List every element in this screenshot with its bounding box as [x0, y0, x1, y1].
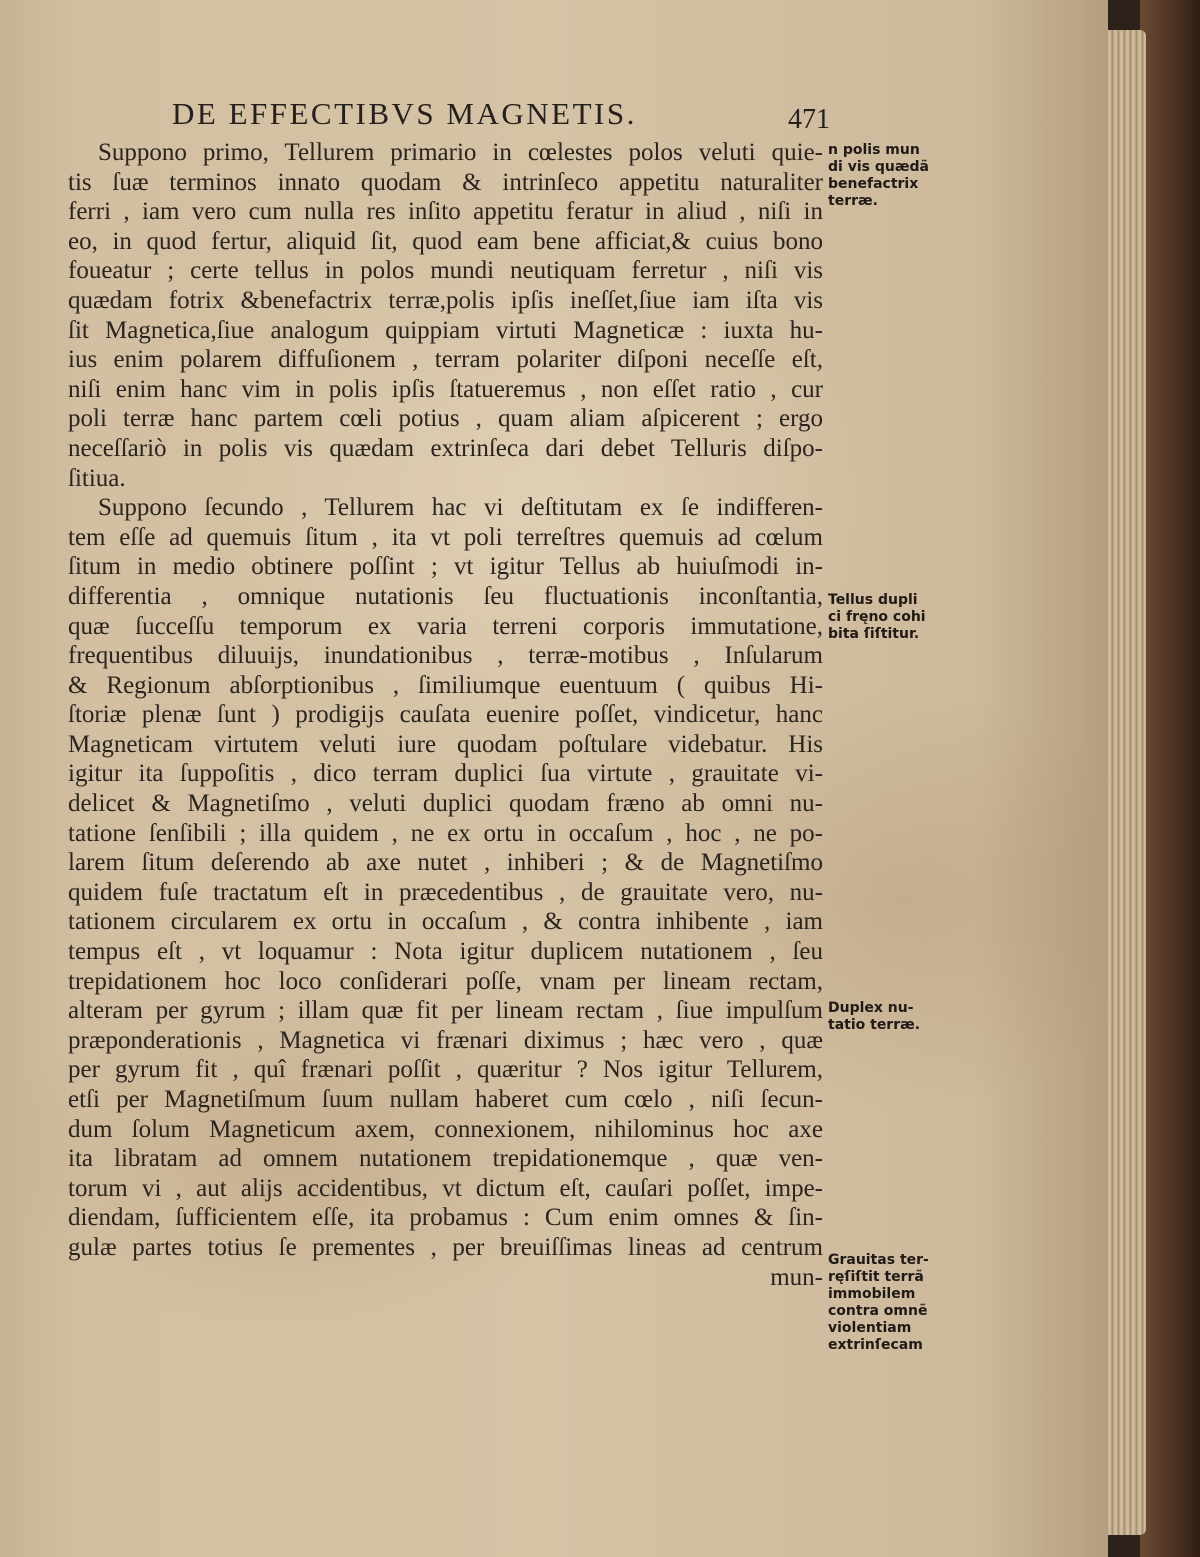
text-line: eo, in quod fertur, aliquid ſit, quod eam bene afficiat,& cuius bono	[68, 227, 823, 255]
marginal-note-line: di vis quædã	[828, 159, 929, 175]
text-line: poli terræ hanc partem cœli potius , quam aliam aſpicerent ; ergo	[68, 405, 823, 433]
text-line: torum vi , aut alijs accidentibus, vt dictum eſt, cauſari poſſet, impe-	[68, 1174, 823, 1202]
text-line: ſitiua.	[68, 464, 126, 492]
book-spine	[1140, 0, 1200, 1557]
text-line: foueatur ; certe tellus in polos mundi neutiquam ferretur , niſi vis	[68, 257, 823, 285]
text-line: tationem circularem ex ortu in occaſum , & contra inhibente , iam	[68, 908, 823, 936]
text-line: quidem fuſe tractatum eſt in præcedentibus , de grauitate vero, nu-	[68, 878, 823, 906]
marginal-note-line: benefactrix	[828, 176, 919, 192]
marginal-note	[828, 142, 958, 210]
marginal-note-line: violentiam	[828, 1320, 912, 1336]
text-line: larem ſitum deſerendo ab axe nutet , inhiberi ; & de Magnetiſmo	[68, 849, 823, 877]
marginal-note	[828, 1000, 958, 1034]
text-line: tempus eſt , vt loquamur : Nota igitur duplicem nutationem , ſeu	[68, 938, 823, 966]
text-line: ſit Magnetica,ſiue analogum quippiam virtuti Magneticæ : iuxta hu-	[68, 316, 823, 344]
text-line: neceſſariò in polis vis quædam extrinſeca dari debet Telluris diſpo-	[68, 434, 823, 462]
text-line: tis ſuæ terminos innato quodam & intrinſeco appetitu naturaliter	[68, 168, 823, 196]
marginal-note	[828, 1252, 958, 1354]
marginal-note-line: ci fręno cohi	[828, 609, 926, 625]
text-line: ferri , iam vero cum nulla res inſito appetitu feratur in aliud , niſi in	[68, 198, 823, 226]
marginal-note-line: ręſiſtit terrã	[828, 1269, 924, 1285]
text-line: ita libratam ad omnem nutationem trepidationemque , quæ ven-	[68, 1145, 823, 1173]
text-line: tem eſſe ad quemuis ſitum , ita vt poli terreſtres quemuis ad cœlum	[68, 523, 823, 551]
marginal-note-line: immobilem	[828, 1286, 916, 1302]
text-line: ſtoriæ plenæ ſunt ) prodigijs cauſata euenire poſſet, vindicetur, hanc	[68, 701, 823, 729]
text-line: per gyrum fit , quî frænari poſſit , quæritur ? Nos igitur Tellurem,	[68, 1056, 823, 1084]
text-line: Suppono primo, Tellurem primario in cœlestes polos veluti quie-	[98, 139, 823, 166]
marginal-note-line: n polis mun	[828, 142, 920, 158]
catchword: mun-	[770, 1263, 823, 1291]
marginal-note-line: Grauitas ter-	[828, 1252, 929, 1268]
text-line: præponderationis , Magnetica vi frænari diximus ; hæc vero , quæ	[68, 1026, 823, 1054]
text-line: ius enim polarem diffuſionem , terram polariter diſponi neceſſe eſt,	[68, 346, 823, 374]
text-line: quædam fotrix &benefactrix terræ,polis ipſis ineſſet,ſiue iam iſta vis	[68, 286, 823, 314]
text-line: igitur ita ſuppoſitis , dico terram duplici ſua virtute , grauitate vi-	[68, 760, 823, 788]
text-line: delicet & Magnetiſmo , veluti duplici quodam fræno ab omni nu-	[68, 790, 823, 818]
text-line: Suppono ſecundo , Tellurem hac vi deſtitutam ex ſe indifferen-	[98, 494, 823, 522]
marginal-note-line: bita ſiſtitur.	[828, 626, 920, 642]
text-line: etſi per Magnetiſmum ſuum nullam haberet cum cœlo , niſi ſecun-	[68, 1086, 823, 1113]
text-line: dum ſolum Magneticum axem, connexionem, nihilominus hoc axe	[68, 1115, 823, 1143]
paragraph	[68, 493, 823, 1262]
text-line: frequentibus diluuijs, inundationibus , terræ-motibus , Inſularum	[68, 642, 823, 670]
text-line: alteram per gyrum ; illam quæ fit per lineam rectam , ſiue impulſum	[68, 997, 823, 1025]
text-line: differentia , omnique nutationis ſeu fluctuationis inconſtantia,	[68, 582, 823, 610]
text-line: tatione ſenſibili ; illa quidem , ne ex ortu in occaſum , hoc , ne po-	[68, 819, 823, 847]
text-line: quæ ſucceſſu temporum ex varia terreni corporis immutatione,	[68, 612, 823, 640]
text-line: Magneticam virtutem veluti iure quodam poſtulare videbatur. His	[68, 730, 823, 758]
marginal-note-line: Tellus dupli	[828, 592, 918, 608]
text-line: diendam, ſufficientem eſſe, ita probamus : Cum enim omnes & ſin-	[68, 1204, 823, 1232]
running-head: DE EFFECTIBVS MAGNETIS.	[172, 96, 637, 131]
page-number: 471	[788, 104, 830, 135]
paragraph	[68, 138, 823, 493]
text-line: & Regionum abſorptionibus , ſimiliumque euentuum ( quibus Hi-	[68, 671, 823, 699]
text-line: niſi enim hanc vim in polis ipſis ſtatueremus , non eſſet ratio , cur	[68, 375, 823, 403]
body-text	[68, 138, 823, 1292]
text-line: gulæ partes totius ſe prementes , per breuiſſimas lineas ad centrum	[68, 1233, 823, 1261]
text-line: ſitum in medio obtinere poſſint ; vt igitur Tellus ab huiuſmodi in-	[68, 553, 823, 581]
marginal-note-line: Duplex nu-	[828, 1000, 914, 1016]
marginal-note-line: contra omnẽ	[828, 1303, 928, 1319]
text-line: trepidationem hoc loco conſiderari poſſe, vnam per lineam rectam,	[68, 967, 823, 995]
marginal-note-line: tatio terræ.	[828, 1017, 921, 1033]
marginal-note-line: terræ.	[828, 193, 878, 209]
marginal-note-line: extrinſecam	[828, 1337, 923, 1353]
marginal-note	[828, 592, 958, 643]
